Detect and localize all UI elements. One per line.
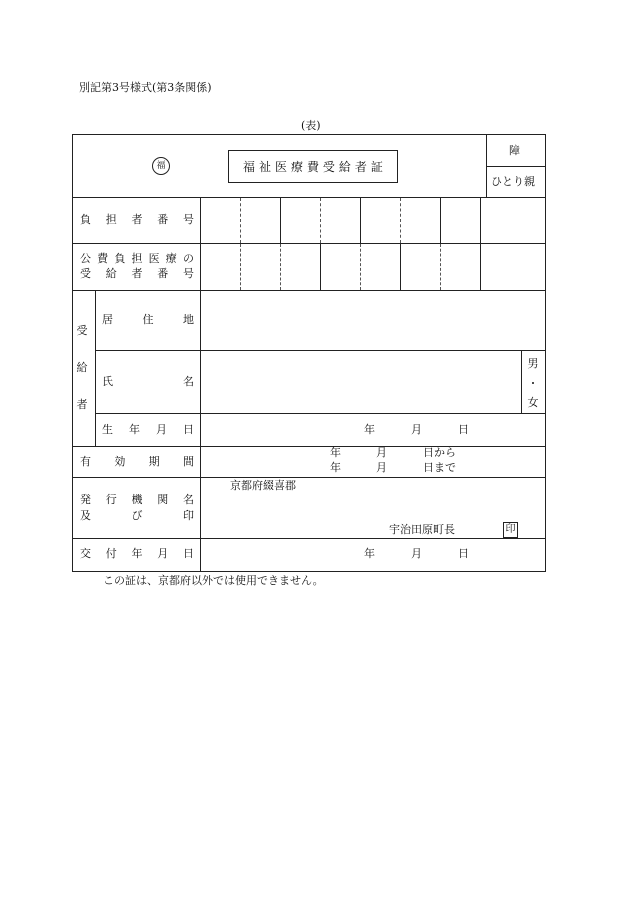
issuer-mayor: 宇治田原町長 (389, 523, 455, 536)
valid-to-year-unit: 年 (330, 461, 341, 474)
category-single-parent-label: ひとり親 (491, 175, 535, 188)
birth-day-unit: 日 (458, 423, 469, 436)
validity-label: 有 効 期 間 (80, 455, 194, 468)
birthdate-label: 生 年 月 日 (102, 423, 194, 436)
seal-mark-text: 福 (156, 161, 166, 171)
birth-month-unit: 月 (411, 423, 422, 436)
issuer-prefecture: 京都府綴喜郡 (230, 479, 296, 492)
certificate-title: 福 祉 医 療 費 受 給 者 証 (228, 150, 398, 183)
welfare-seal-icon (152, 157, 170, 175)
valid-from-year-unit: 年 (330, 446, 341, 459)
valid-from-month-unit: 月 (376, 446, 387, 459)
valid-to-month-unit: 月 (376, 461, 387, 474)
birth-year-unit: 年 (364, 423, 375, 436)
public-expense-label-line1: 公 費 負 担 医 療 の (80, 252, 194, 265)
official-stamp (503, 522, 518, 538)
category-disability-label: 障 (509, 144, 520, 157)
issuer-label-line1: 発 行 機 関 名 (80, 493, 194, 506)
valid-from-day-unit: 日から (423, 446, 456, 459)
public-expense-label-line2: 受 給 者 番 号 (80, 267, 194, 280)
name-label: 氏 名 (102, 375, 194, 388)
recipient-vertical-label: 受 給 者 (76, 324, 88, 411)
issue-day-unit: 日 (458, 547, 469, 560)
front-side-label: (表) (301, 119, 321, 132)
footnote: この証は、京都府以外では使用できません。 (103, 574, 324, 587)
form-number-header: 別記第3号様式(第3条関係) (79, 81, 212, 94)
payer-number-label: 負 担 者 番 号 (80, 213, 194, 226)
issue-date-label: 交 付 年 月 日 (80, 547, 194, 560)
stamp-text: 印 (505, 524, 516, 535)
sex-label: 男 ・ 女 (527, 357, 539, 409)
issue-month-unit: 月 (411, 547, 422, 560)
address-label: 居 住 地 (102, 313, 194, 326)
valid-to-day-unit: 日まで (423, 461, 456, 474)
issuer-label-line2: 及 び 印 (80, 509, 194, 522)
issue-year-unit: 年 (364, 547, 375, 560)
